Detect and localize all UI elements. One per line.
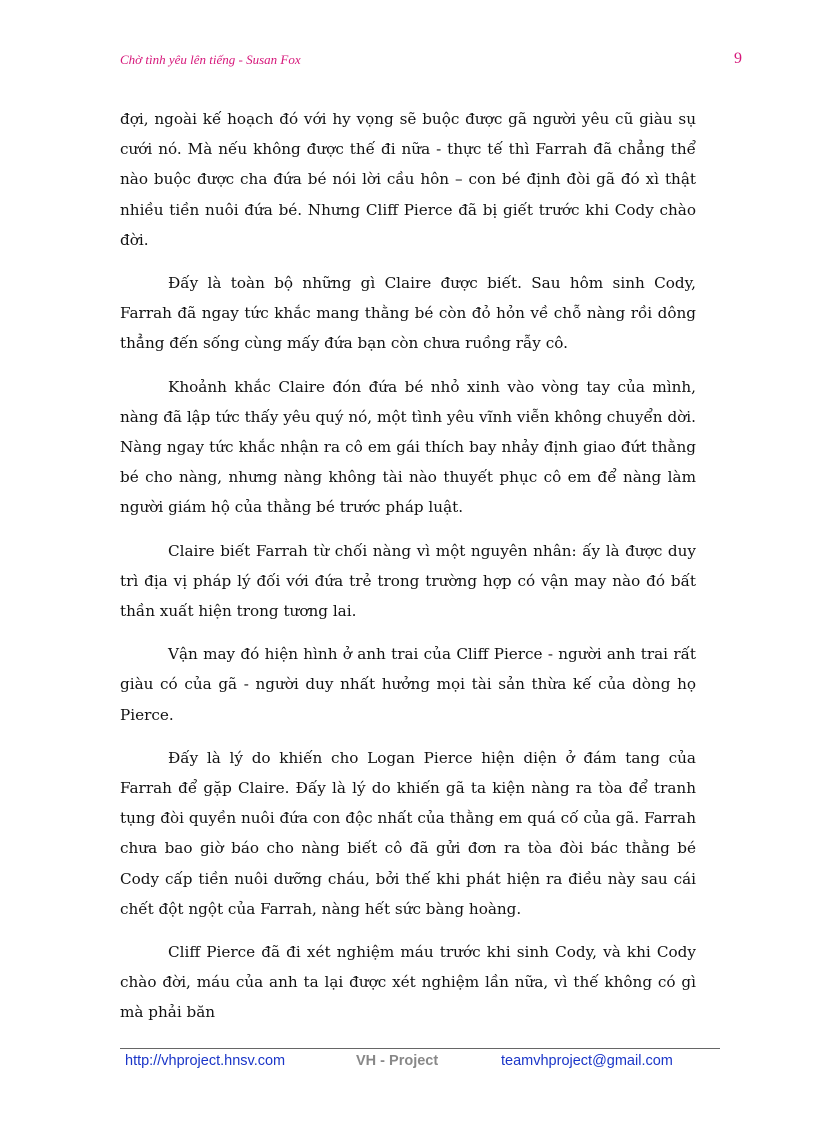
project-name: VH - Project (356, 1053, 439, 1069)
page-number: 9 (734, 50, 742, 67)
footer-divider (120, 1048, 720, 1049)
paragraph: Đấy là lý do khiến cho Logan Pierce hiện diện ở đám tang của Farrah để gặp Claire. Đấy là lý do khiến gã ta kiện nàng ra tòa để tranh tụng đòi quyền nuôi đứa con độc nhất của thằng em quá cố của gã. Farrah chưa bao giờ báo cho nàng biết cô đã gửi đơn ra tòa đòi bác thằng bé Cody cấp tiền nuôi dưỡng cháu, bởi thế khi phát hiện ra điều này sau cái chết đột ngột của Farrah, nàng hết sức bàng hoàng. (120, 748, 696, 918)
page-footer (120, 1053, 720, 1075)
paragraph: Đấy là toàn bộ những gì Claire được biết. Sau hôm sinh Cody, Farrah đã ngay tức khắc mang thằng bé còn đỏ hỏn về chỗ nàng rồi dông thẳng đến sống cùng mấy đứa bạn còn chưa ruồng rẫy cô. (120, 274, 696, 353)
book-title: Chờ tình yêu lên tiếng - Susan Fox (120, 52, 301, 67)
paragraph: Khoảnh khắc Claire đón đứa bé nhỏ xinh vào vòng tay của mình, nàng đã lập tức thấy yêu quý nó, một tình yêu vĩnh viễn không chuyển dời. Nàng ngay tức khắc nhận ra cô em gái thích bay nhảy định giao đứt thằng bé cho nàng, nhưng nàng không tài nào thuyết phục cô em để nàng làm người giám hộ của thằng bé trước pháp luật. (120, 377, 696, 517)
paragraph: Cliff Pierce đã đi xét nghiệm máu trước khi sinh Cody, và khi Cody chào đời, máu của anh ta lại được xét nghiệm lần nữa, vì thế không có gì mà phải băn (120, 943, 696, 1022)
paragraph: Claire biết Farrah từ chối nàng vì một nguyên nhân: ấy là được duy trì địa vị pháp lý đối với đứa trẻ trong trường hợp có vận may nào đó bất thần xuất hiện trong tương lai. (120, 541, 696, 621)
paragraph: Vận may đó hiện hình ở anh trai của Cliff Pierce - người anh trai rất giàu có của gã - người duy nhất hưởng mọi tài sản thừa kế của dòng họ Pierce. (120, 645, 696, 724)
page-header (120, 52, 742, 72)
paragraph: đợi, ngoài kế hoạch đó với hy vọng sẽ buộc được gã người yêu cũ giàu sụ cưới nó. Mà nếu không được thế đi nữa - thực tế thì Farrah đã chẳng thể nào buộc được cha đứa bé nói lời cầu hôn – con bé định đòi gã đó xì thật nhiều tiền nuôi đứa bé. Nhưng Cliff Pierce đã bị giết trước khi Cody chào đời. (120, 110, 696, 249)
document-body (120, 104, 696, 1041)
website-link[interactable]: http://vhproject.hnsv.com (125, 1053, 286, 1069)
email-link[interactable]: teamvhproject@gmail.com (501, 1053, 673, 1069)
